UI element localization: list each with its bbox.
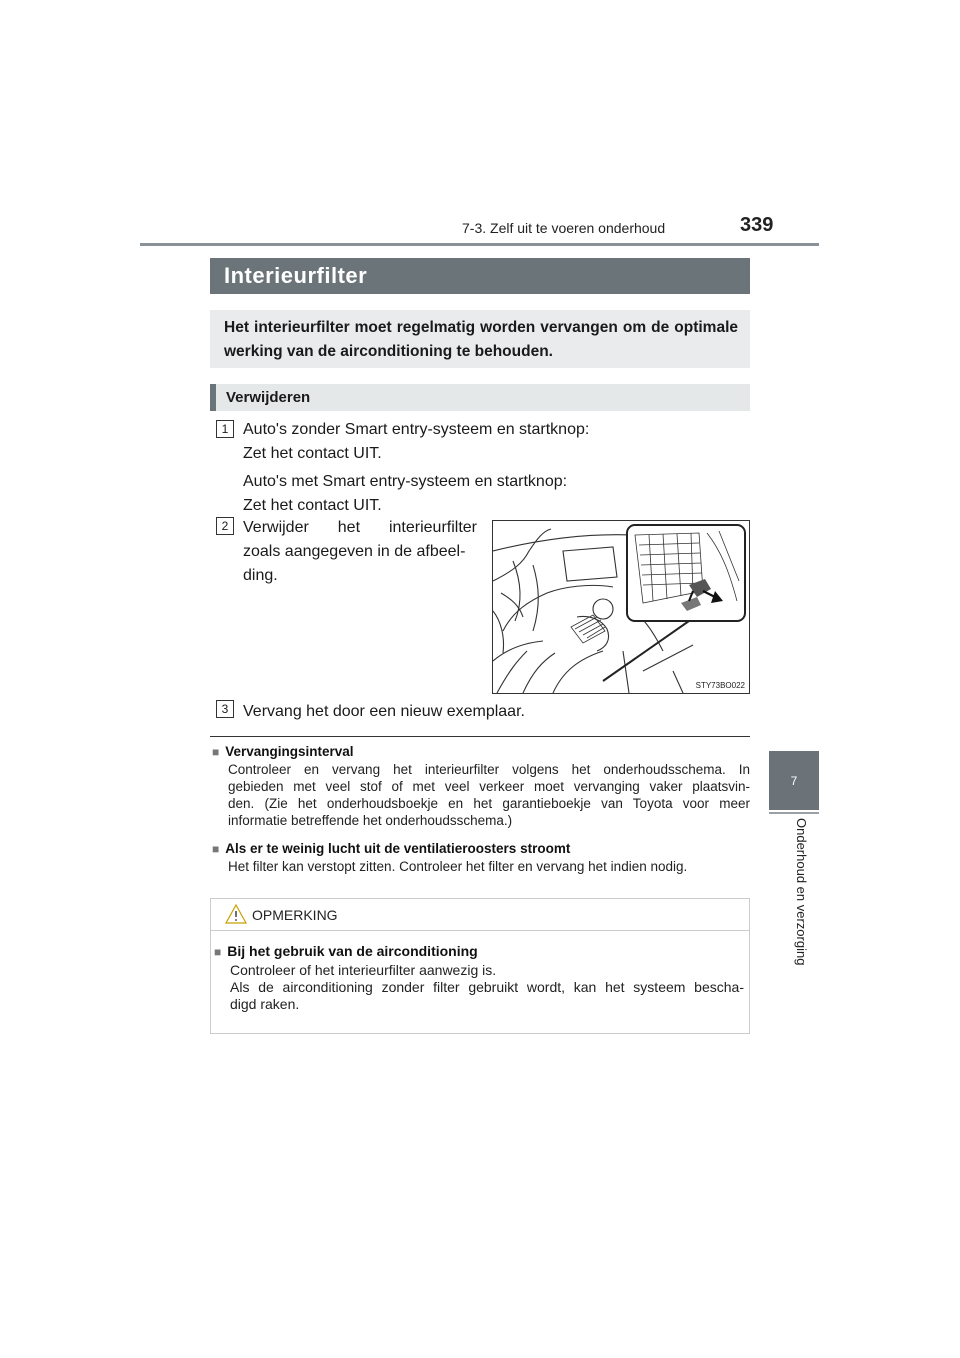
filter-illustration (492, 520, 750, 694)
note-1-heading-text: Vervangingsinterval (225, 744, 354, 759)
warning-line: Controleer of het interieurfilter aanwezig is. (230, 962, 497, 978)
subsection-header (210, 384, 750, 411)
square-bullet-icon: ■ (212, 745, 220, 759)
note-1-line: informatie betreffende het onderhoudsschema.) (228, 813, 513, 828)
note-1-heading (212, 744, 750, 759)
page-number: 339 (740, 214, 774, 236)
intro-text: Het interieurfilter moet regelmatig worden vervangen om de optimale werking van de airconditioning te behouden. (224, 319, 738, 360)
warning-content (214, 943, 744, 1013)
warning-line: digd raken. (230, 996, 300, 1012)
image-code: STY73BO022 (695, 681, 745, 690)
note-1-line: gebieden met veel stof of met veel verkeer moet vervanging vaker plaatsvin- (228, 779, 750, 794)
section-title: 7-3. Zelf uit te voeren onderhoud (462, 220, 666, 236)
warning-body (230, 962, 744, 1013)
dashboard-line-drawing (493, 521, 749, 693)
step-1-line: Zet het contact UIT. (243, 497, 382, 514)
step-3-badge: 3 (216, 700, 234, 718)
note-1-body (228, 761, 750, 829)
chapter-label: Onderhoud en verzorging (794, 818, 809, 966)
subsection-title: Verwijderen (226, 389, 311, 406)
note-1 (212, 744, 750, 829)
chapter-number: 7 (790, 773, 798, 788)
warning-line: Als de airconditioning zonder filter gebruikt wordt, kan het systeem bescha- (230, 979, 744, 995)
warning-header-rule (210, 930, 750, 931)
square-bullet-icon: ■ (214, 945, 222, 959)
chapter-tab-rule (769, 812, 819, 814)
warning-title: OPMERKING (252, 907, 338, 923)
step-1-line: Auto's zonder Smart entry-systeem en startknop: (243, 421, 590, 438)
warning-triangle-icon (224, 903, 248, 925)
note-2-body (228, 858, 750, 875)
note-2-heading-text: Als er te weinig lucht uit de ventilatieroosters stroomt (225, 841, 571, 856)
page-title-text: Interieurfilter (224, 263, 368, 288)
note-1-line: den. (Zie het onderhoudsboekje en het garantieboekje van Toyota voor meer (228, 796, 750, 811)
step-2-badge: 2 (216, 517, 234, 535)
chapter-tab[interactable] (769, 751, 819, 810)
page-title (210, 258, 750, 294)
step-1-line: Zet het contact UIT. (243, 445, 382, 462)
step-3-text (243, 700, 525, 724)
step-2-line: Verwijder het interieurfilter (243, 519, 477, 536)
step-1-text (243, 418, 589, 518)
warning-heading (214, 943, 744, 959)
step-2-line: ding. (243, 567, 278, 584)
note-1-line: Controleer en vervang het interieurfilter volgens het onderhoudsschema. In (228, 762, 750, 777)
note-2-line: Het filter kan verstopt zitten. Controleer het filter en vervang het indien nodig. (228, 859, 688, 874)
step-1-line: Auto's met Smart entry-systeem en startknop: (243, 473, 568, 490)
step-3-line: Vervang het door een nieuw exemplaar. (243, 703, 525, 720)
note-2-heading (212, 841, 750, 856)
intro-box (210, 310, 750, 368)
notes-rule (210, 736, 750, 737)
step-2-line: zoals aangegeven in de afbeel- (243, 543, 466, 560)
warning-heading-text: Bij het gebruik van de airconditioning (227, 943, 478, 959)
step-1-badge: 1 (216, 420, 234, 438)
header-rule (140, 243, 819, 246)
note-2 (212, 841, 750, 875)
square-bullet-icon: ■ (212, 842, 220, 856)
step-2-text (243, 516, 477, 588)
